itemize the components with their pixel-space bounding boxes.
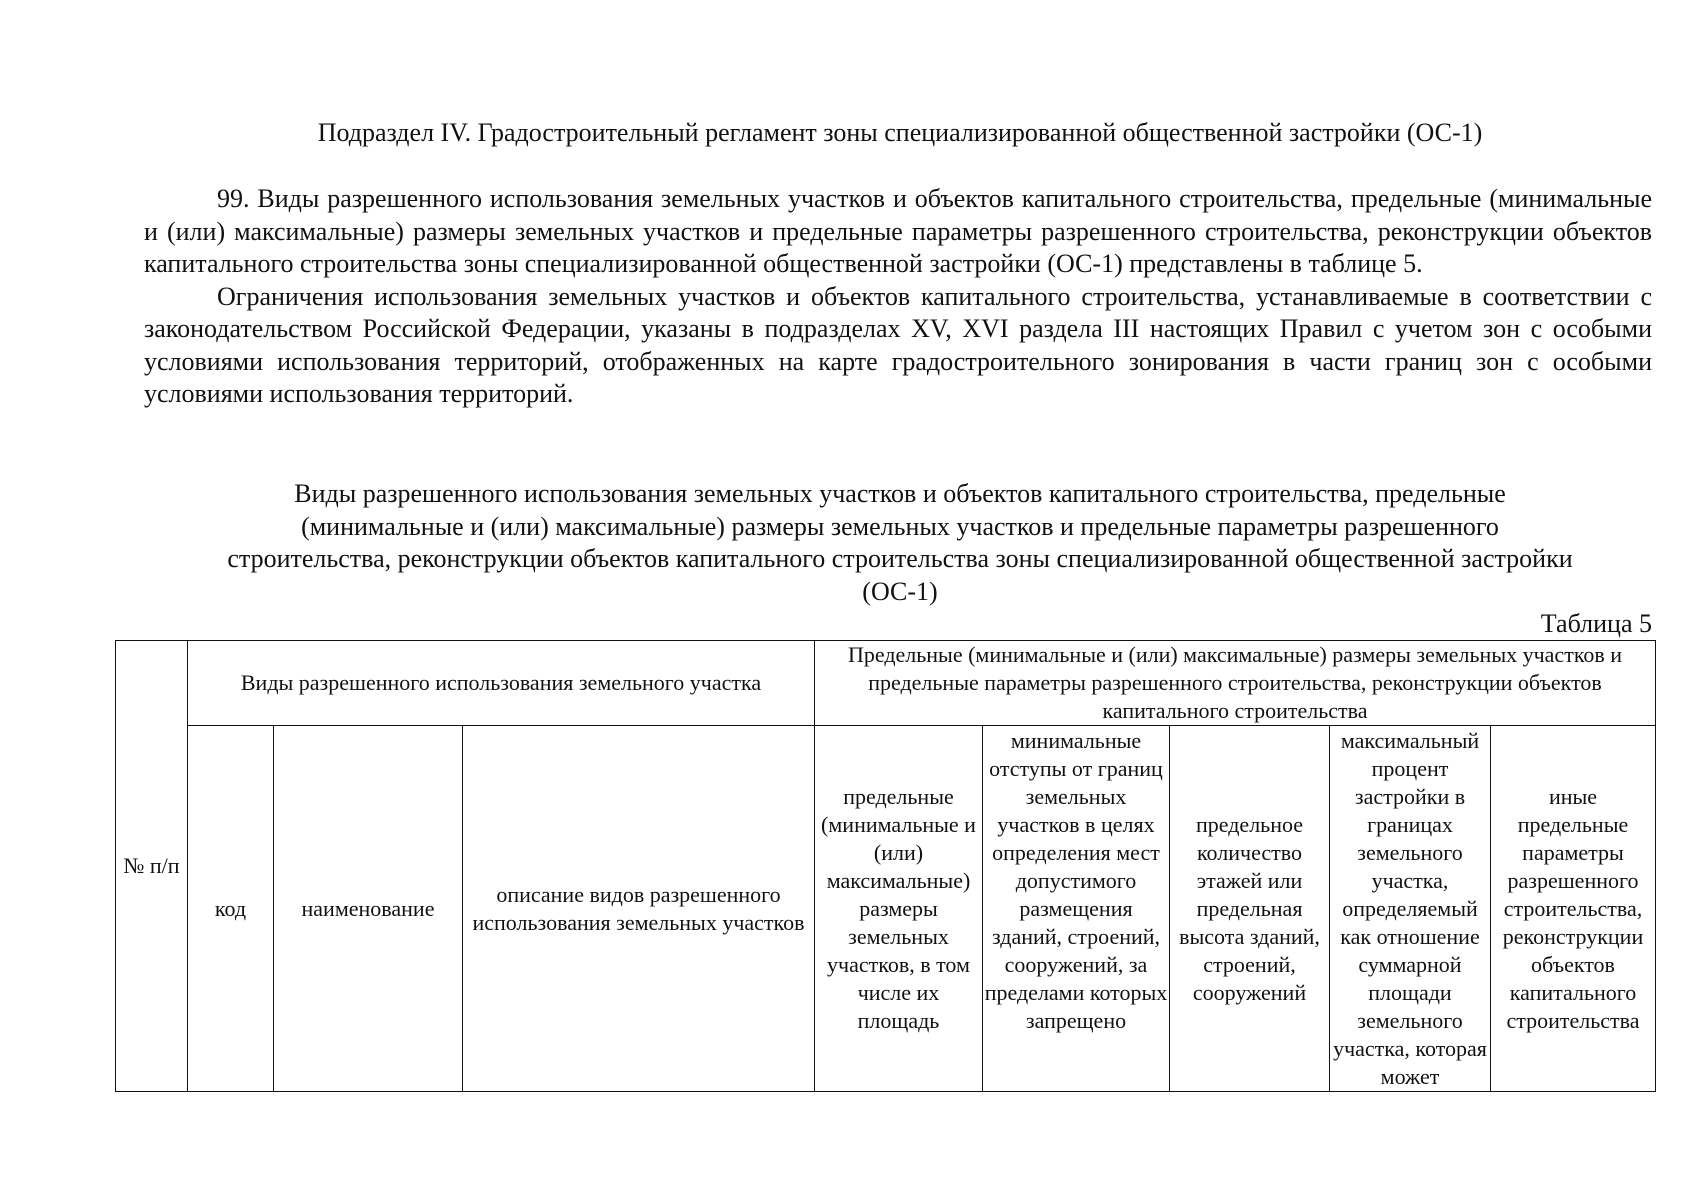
table-caption-line: (ОС-1) (862, 576, 938, 606)
header-setbacks (983, 726, 1170, 1092)
header-code: код (188, 726, 274, 1092)
header-name: наименование (274, 726, 463, 1092)
table-number: Таблица 5 (1540, 609, 1652, 638)
paragraph-restrictions: Ограничения использования земельных участков и объектов капитального строительства, устанавливаемые в соответствии с законодательством Российской Федерации, указаны в подразделах XV, XVI раздела III настоящих Правил с учетом зон с особыми условиями использования территорий, отображенных на карте градостроительного зонирования в части границ зон с особыми условиями использования территорий. (144, 281, 1652, 408)
header-coverage-text: максимальный процент застройки в границах земельного участка, определяемый как отношение суммарной площади земельного участка, которая может (1333, 727, 1487, 1089)
header-floors: предельное количество этажей или предельная высота зданий, строений, сооружений (1170, 726, 1330, 1092)
zoning-table (115, 640, 1656, 1092)
subsection-title: Подраздел IV. Градостроительный регламент зоны специализированной общественной застройки (ОС-1) (317, 118, 1483, 147)
header-setbacks-text: минимальные отступы от границ земельных участков в целях определения мест допустимого размещения зданий, строений, сооружений, за пределами которых запрещено (984, 727, 1168, 1033)
paragraph-99: 99. Виды разрешенного использования земельных участков и объектов капитального строительства, предельные (минимальные и (или) максимальные) размеры земельных участков и предельные параметры разрешенного строительства, реконструкции объектов капитального строительства зоны специализированной общественной застройки (ОС-1) представлены в таблице 5. (144, 184, 1652, 278)
header-description: описание видов разрешенного использования земельных участков (463, 726, 815, 1092)
table-caption-line: строительства, реконструкции объектов капитального строительства зоны специализированной общественной застройки (227, 544, 1573, 573)
header-coverage (1330, 726, 1491, 1092)
table-caption-line: Виды разрешенного использования земельных участков и объектов капитального строительства, предельные (294, 479, 1506, 508)
body-text (144, 183, 1652, 411)
header-group-limits: Предельные (минимальные и (или) максимальные) размеры земельных участков и предельные параметры разрешенного строительства, реконструкции объектов капитального строительства (815, 641, 1656, 726)
header-group-types: Виды разрешенного использования земельного участка (188, 641, 815, 726)
header-other: иные предельные параметры разрешенного строительства, реконструкции объектов капитального строительства (1491, 726, 1656, 1092)
header-number: № п/п (116, 641, 188, 1092)
table-caption-line: (минимальные и (или) максимальные) размеры земельных участков и предельные параметры разрешенного (301, 511, 1499, 541)
table-caption (115, 478, 1685, 608)
header-plot-size: предельные (минимальные и (или) максимальные) размеры земельных участков, в том числе их площадь (815, 726, 983, 1092)
